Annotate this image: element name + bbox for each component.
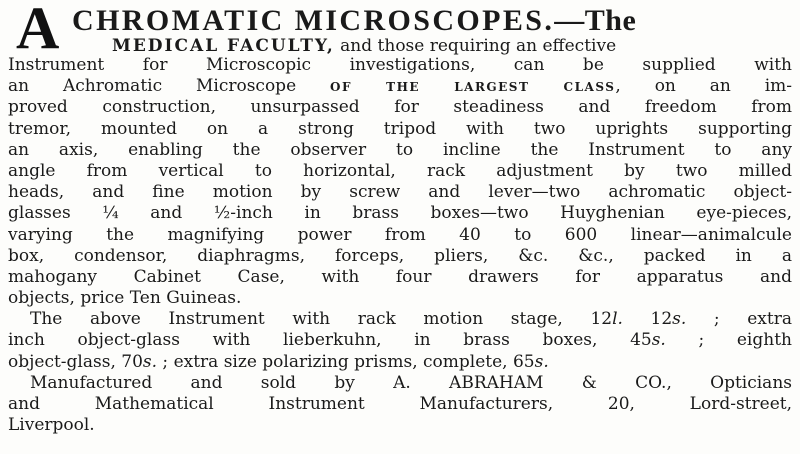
price-part: inch object-glass with lieberkuhn, in brass boxes, 45 — [8, 330, 652, 351]
body-line: varying the magnifying power from 40 to 600 linear—animalcule — [8, 224, 792, 245]
price-part: ; extra size polarizing prisms, complete, 65 — [157, 351, 535, 372]
drop-cap: A — [16, 0, 60, 61]
body-line: an axis, enabling the observer to incline the Instrument to any — [8, 139, 792, 160]
body-line — [8, 76, 792, 97]
body-line: tremor, mounted on a strong tripod with two uprights supporting — [8, 118, 792, 139]
headline-title — [72, 6, 792, 36]
body-line-part: , on an im- — [615, 76, 792, 97]
body-line: objects, price Ten Guineas. — [8, 288, 242, 309]
price-unit: s. — [672, 309, 687, 330]
price-unit: l. — [612, 309, 623, 330]
price-line — [8, 330, 792, 351]
price-line — [8, 352, 792, 373]
body-line: Instrument for Microscopic investigations, can be supplied with — [8, 55, 792, 75]
largest-class-text: OF THE LARGEST CLASS — [330, 80, 616, 95]
maker-line: Manufactured and sold by A. ABRAHAM & CO., Opticians — [30, 372, 792, 393]
price-unit: s. — [651, 330, 666, 351]
body-line: angle from vertical to horizontal, rack adjustment by two milled — [8, 160, 792, 181]
body-line: glasses ¼ and ½-inch in brass boxes—two Huyghenian eye-pieces, — [8, 203, 792, 224]
headline-subline-rest: and those requiring an effective — [334, 36, 617, 56]
body-line: mahogany Cabinet Case, with four drawers for apparatus and — [8, 266, 792, 287]
headline — [8, 0, 792, 61]
price-unit: s. — [142, 351, 158, 372]
body-line: box, condensor, diaphragms, forceps, pliers, &c. &c., packed in a — [8, 245, 792, 266]
price-part: object-glass, 70 — [8, 351, 143, 372]
price-part: 12 — [622, 309, 673, 330]
body-line-part: an Achromatic Microscope — [8, 76, 297, 97]
body-text — [8, 55, 792, 436]
headline-title-tail: —The — [554, 4, 637, 37]
body-line: heads, and fine motion by screw and lever—two achromatic object- — [8, 182, 792, 203]
maker-line: and Mathematical Instrument Manufacturers, 20, Lord-street, — [8, 394, 792, 414]
price-part: ; eighth — [665, 330, 792, 351]
price-line — [8, 309, 792, 330]
price-part: ; extra — [686, 309, 792, 330]
body-line: proved construction, unsurpassed for steadiness and freedom from — [8, 97, 792, 118]
headline-title-main: CHROMATIC MICROSCOPES. — [72, 4, 555, 37]
headline-caps: MEDICAL FACULTY, — [112, 36, 335, 56]
headline-subline — [112, 36, 616, 56]
price-unit: s. — [534, 351, 549, 372]
price-part: The above Instrument with rack motion stage, 12 — [30, 309, 613, 330]
maker-line: Liverpool. — [8, 415, 95, 436]
